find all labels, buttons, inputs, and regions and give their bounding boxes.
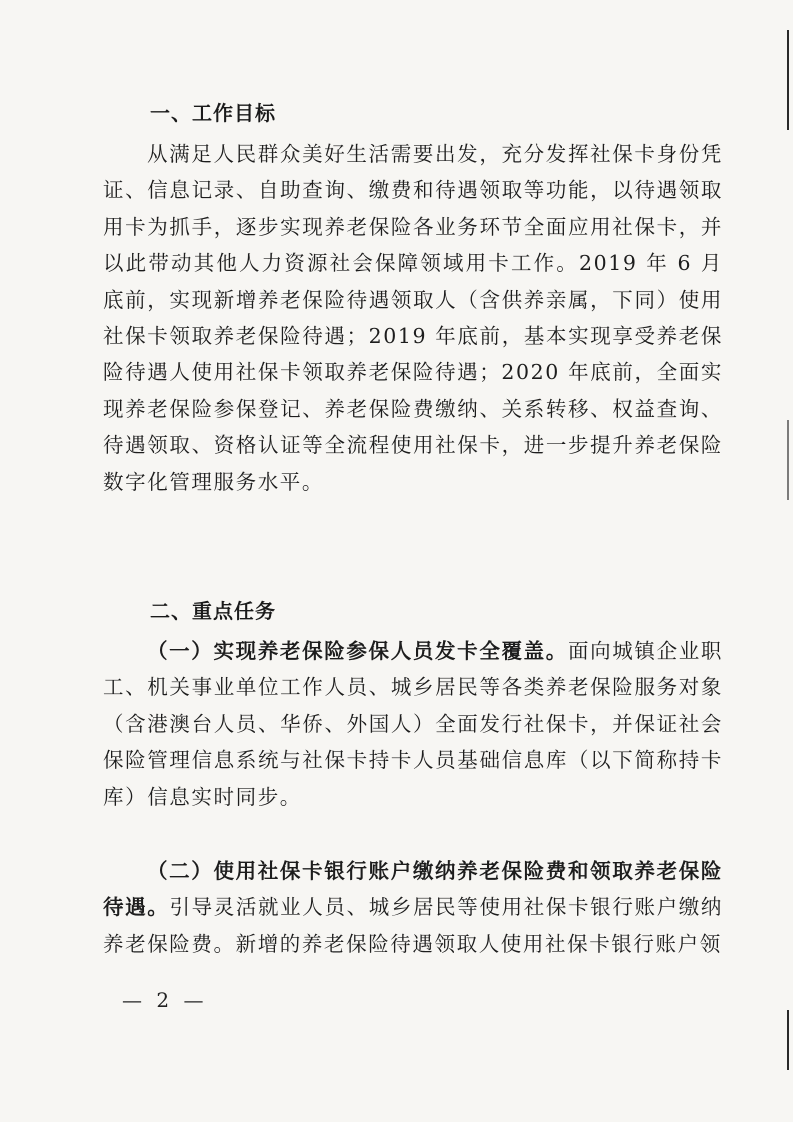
scan-edge-mark — [787, 30, 789, 130]
scan-edge-mark — [787, 420, 789, 500]
section-heading-key-tasks: 二、重点任务 — [150, 599, 276, 623]
paragraph-task-1 — [103, 633, 723, 815]
paragraph-lead: （一）实现养老保险参保人员发卡全覆盖。 — [147, 639, 568, 663]
paragraph-body: 面向城镇企业职工、机关事业单位工作人员、城乡居民等各类养老保险服务对象（含港澳台人员、华侨、外国人）全面发行社保卡，并保证社会保险管理信息系统与社保卡持卡人员基础信息库（以下简称持卡库）信息实时同步。 — [103, 639, 724, 809]
paragraph-lead: （二）使用社保卡银行账户缴纳养老保险费和领取养老保险待遇。 — [103, 859, 723, 920]
paragraph-body: 引导灵活就业人员、城乡居民等使用社保卡银行账户缴纳养老保险费。新增的养老保险待遇领取人使用社保卡银行账户领 — [103, 895, 723, 956]
section-heading-work-goals: 一、工作目标 — [150, 101, 276, 125]
paragraph-task-2 — [103, 853, 723, 962]
paragraph-work-goals — [103, 136, 723, 500]
page-number: — 2 — — [122, 988, 208, 1012]
scan-edge-mark — [787, 1010, 789, 1070]
paragraph-body: 从满足人民群众美好生活需要出发，充分发挥社保卡身份凭证、信息记录、自助查询、缴费和待遇领取等功能，以待遇领取用卡为抓手，逐步实现养老保险各业务环节全面应用社保卡，并以此带动其他人力资源社会保障领域用卡工作。2019 年 6 月底前，实现新增养老保险待遇领取人（含供养亲属，下同）使用社保卡领取养老保险待遇；2019 年底前，基本实现享受养老保险待遇人使用社保卡领取养老保险待遇；2020 年底前，全面实现养老保险参保登记、养老保险费缴纳、关系转移、权益查询、待遇领取、资格认证等全流程使用社保卡，进一步提升养老保险数字化管理服务水平。 — [103, 142, 723, 494]
